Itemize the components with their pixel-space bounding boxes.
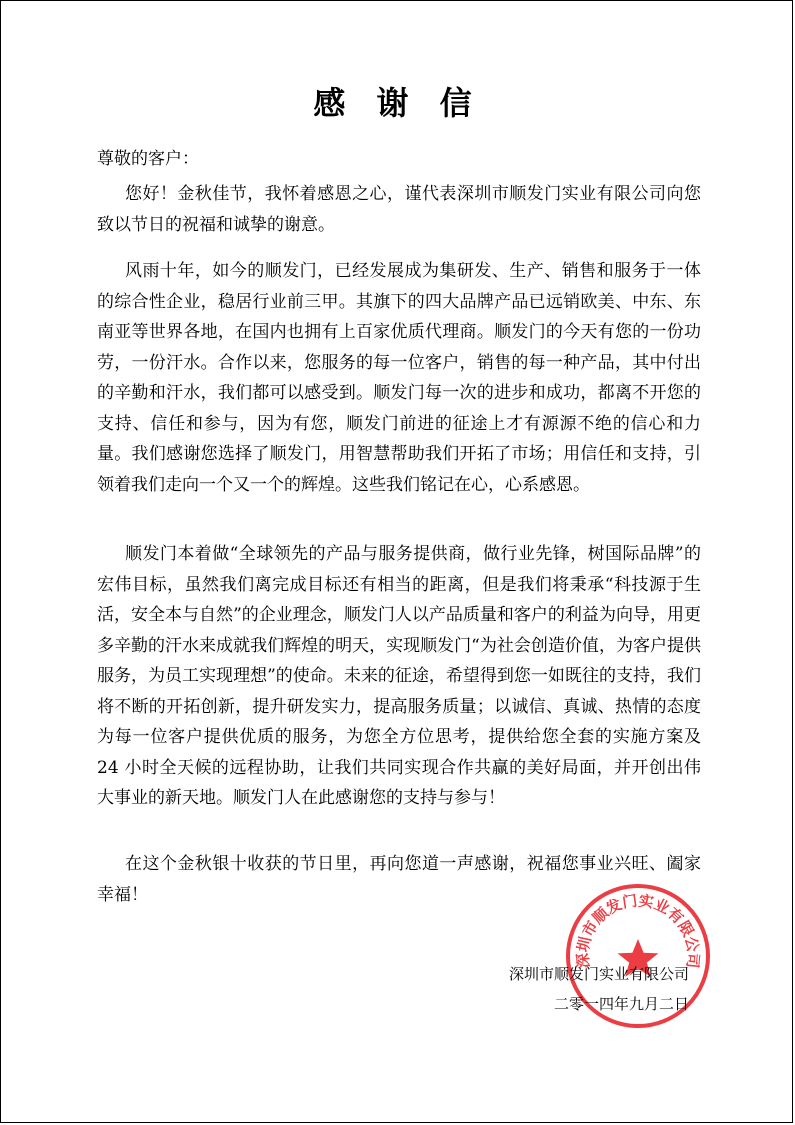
paragraph-greeting: 您好！金秋佳节，我怀着感恩之心，谨代表深圳市顺发门实业有限公司向您致以节日的祝福和诚挚的谢意。 — [97, 184, 701, 235]
paragraph-mission: 顺发门本着做“全球领先的产品与服务提供商，做行业先锋，树国际品牌”的宏伟目标，虽然我们离完成目标还有相当的距离，但是我们将秉承“科技源于生活，安全本与自然”的企业理念，顺发门人以产品质量和客户的利益为向导，用更多辛勤的汗水来成就我们辉煌的明天，实现顺发门“为社会创造价值，为客户提供服务，为员工实现理想”的使命。未来的征途，希望得到您一如既往的支持，我们将不断的开拓创新，提升研发实力，提高服务质量；以诚信、真诚、热情的态度为每一位客户提供优质的服务，为您全方位思考，提供给您全套的实施方案及 24 小时全天候的远程协助，让我们共同实现合作共赢的美好局面，并开创出伟大事业的新天地。顺发门人在此感谢您的支持与参与！ — [97, 544, 701, 808]
salutation: 尊敬的客户： — [97, 149, 199, 169]
signature-date: 二零一四年九月二日 — [553, 995, 689, 1013]
signature-company: 深圳市顺发门实业有限公司 — [508, 965, 689, 983]
seal-text: 深圳市顺发门实业有限公司 — [573, 891, 703, 969]
seal-star — [618, 939, 659, 977]
paragraph-history: 风雨十年，如今的顺发门，已经发展成为集研发、生产、销售和服务于一体的综合性企业，稳居行业前三甲。其旗下的四大品牌产品已远销欧美、中东、东南亚等世界各地，在国内也拥有上百家优质代理商。顺发门的今天有您的一份功劳，一份汗水。合作以来，您服务的每一位客户，销售的每一种产品，其中付出的辛勤和汗水，我们都可以感受到。顺发门每一次的进步和成功，都离不开您的支持、信任和参与，因为有您，顺发门前进的征途上才有源源不绝的信心和力量。我们感谢您选择了顺发门，用智慧帮助我们开拓了市场；用信任和支持，引领着我们走向一个又一个的辉煌。这些我们铭记在心，心系感恩。 — [97, 261, 701, 495]
paragraph-closing: 在这个金秋银十收获的节日里，再向您道一声感谢，祝福您事业兴旺、阖家幸福！ — [97, 854, 701, 905]
letter-title: 感 谢 信 — [313, 84, 482, 122]
red-star-seal-icon — [563, 881, 713, 1031]
